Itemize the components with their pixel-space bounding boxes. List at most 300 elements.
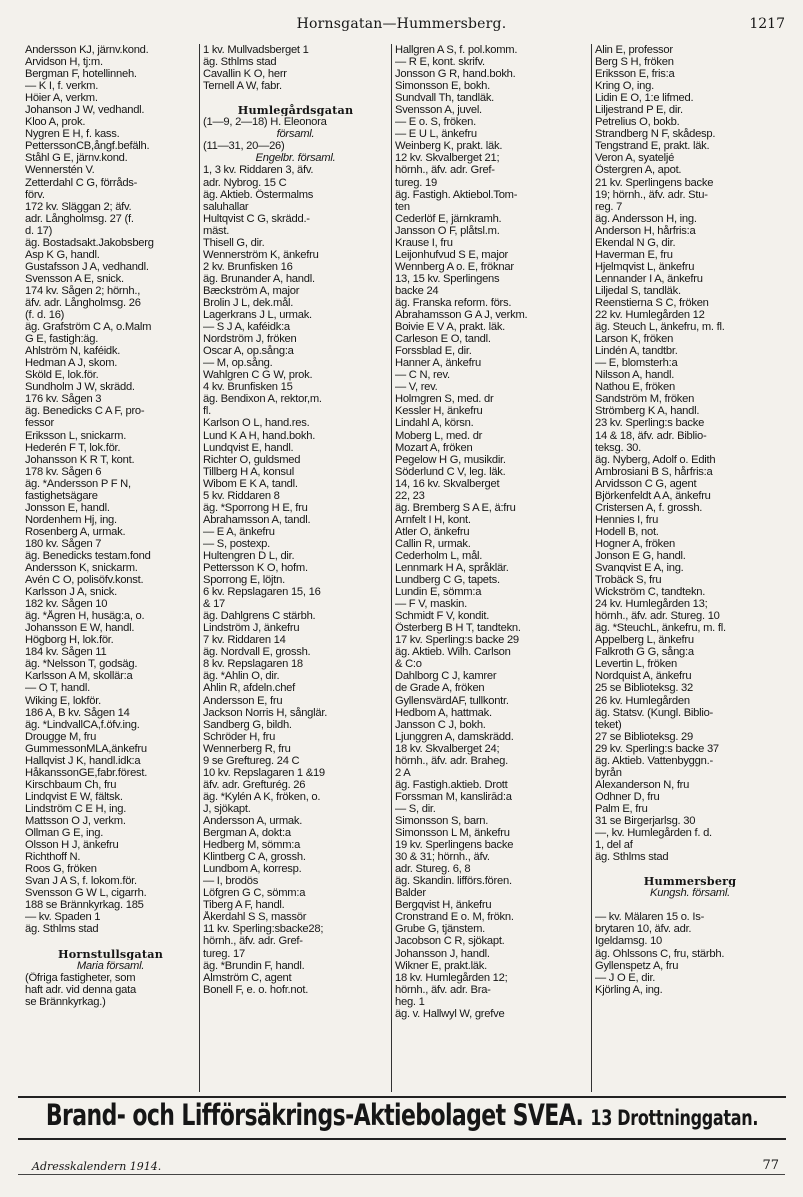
directory-entry: Jonson E G, handl. bbox=[595, 549, 686, 562]
directory-entry: Lundbom A, korresp. bbox=[203, 863, 302, 876]
directory-entry: Carleson E O, tandl. bbox=[395, 333, 491, 346]
directory-entry: äg. *Andersson P F N, bbox=[25, 477, 131, 490]
directory-entry: HåkanssonGE,fabr.förest. bbox=[25, 766, 148, 779]
directory-entry: hörnh., äfv. adr. Braheg. bbox=[395, 754, 508, 767]
directory-entry: Johanson J W, vedhandl. bbox=[25, 104, 145, 117]
directory-column-4 bbox=[592, 44, 788, 1092]
directory-entry: Igeldamsg. 10 bbox=[595, 935, 663, 948]
directory-entry: Brolin J L, dek.mål. bbox=[203, 296, 294, 309]
directory-entry: Strandberg N F, skådesp. bbox=[595, 128, 716, 141]
advertisement-rule-bottom bbox=[18, 1138, 786, 1140]
directory-entry: Tiberg A F, handl. bbox=[203, 899, 285, 912]
directory-entry: Karlsson J A, snick. bbox=[25, 586, 117, 599]
directory-entry: — kv. Mälaren 15 o. Is- bbox=[595, 911, 705, 924]
directory-entry: 180 kv. Sågen 7 bbox=[25, 537, 102, 550]
directory-entry: 24 kv. Humlegården 13; bbox=[595, 598, 708, 611]
directory-entry: 188 se Brännkyrkag. 185 bbox=[25, 899, 144, 912]
directory-entry: Trobäck S, fru bbox=[595, 574, 662, 587]
directory-entry: — F V, maskin. bbox=[395, 598, 467, 611]
directory-entry: haft adr. vid denna gata bbox=[25, 983, 136, 996]
directory-entry: Klintberg C A, grossh. bbox=[203, 851, 306, 864]
directory-entry: Kirschbaum Ch, fru bbox=[25, 778, 117, 791]
street-heading: Hornstullsgatan bbox=[57, 947, 164, 960]
directory-entry: 172 kv. Släggan 2; äfv. bbox=[25, 200, 132, 213]
directory-entry: adr. Stureg. 6, 8 bbox=[395, 863, 471, 876]
directory-entry: äg. Bremberg S A E, ä:fru bbox=[395, 501, 516, 514]
directory-entry: Andersson KJ, järnv.kond. bbox=[25, 44, 149, 56]
directory-entry: Svensson A E, snick. bbox=[25, 272, 124, 285]
directory-entry: 21 kv. Sperlingens backe bbox=[595, 176, 714, 189]
directory-entry: brytaren 10, äfv. adr. bbox=[595, 923, 692, 936]
directory-entry: (Öfriga fastigheter, som bbox=[25, 971, 136, 984]
directory-entry: Nordström J, fröken bbox=[203, 333, 297, 346]
directory-entry: Johansson K R T, kont. bbox=[25, 453, 135, 466]
directory-entry: Schmidt F V, kondit. bbox=[395, 610, 490, 623]
directory-entry: äg. Nyberg, Adolf o. Edith bbox=[595, 453, 716, 466]
directory-entry: Weinberg K, prakt. läk. bbox=[395, 140, 503, 153]
directory-entry: Cronstrand E o. M, frökn. bbox=[395, 911, 514, 924]
directory-entry: de Grade A, fröken bbox=[395, 682, 485, 695]
directory-entry: — E U L, änkefru bbox=[395, 128, 477, 141]
directory-entry: Mattsson O J, verkm. bbox=[25, 815, 126, 827]
directory-entry: äg. *Ahlin O, dir. bbox=[203, 670, 280, 683]
directory-entry: Cavallin K O, herr bbox=[203, 68, 287, 81]
directory-entry: 11 kv. Sperling:sbacke28; bbox=[203, 923, 324, 936]
directory-entry: Högborg H, lok.för. bbox=[25, 634, 114, 647]
directory-entry: Schröder H, fru bbox=[203, 730, 276, 743]
directory-entry: Svensson A, juvel. bbox=[395, 104, 482, 117]
directory-entry: Bergman F, hotellinneh. bbox=[25, 68, 137, 81]
directory-entry: — K I, f. verkm. bbox=[25, 80, 99, 93]
directory-entry: 30 & 31; hörnh., äfv. bbox=[395, 851, 490, 864]
directory-entry: Berg S H, fröken bbox=[595, 56, 674, 69]
directory-entry: Jacobson C R, sjökapt. bbox=[395, 935, 505, 948]
parish-label: församl. bbox=[276, 128, 315, 141]
directory-entry bbox=[25, 935, 196, 947]
directory-entry: Lund K A H, hand.bokh. bbox=[203, 429, 316, 442]
directory-entry: äg. Fastigh.aktieb. Drott bbox=[395, 778, 508, 791]
directory-entry: Reenstierna S C, fröken bbox=[595, 296, 709, 309]
directory-entry: Odhner D, fru bbox=[595, 790, 660, 803]
directory-entry: Simonsson S, barn. bbox=[395, 815, 489, 827]
directory-entry: Eriksson E, fris:a bbox=[595, 68, 675, 81]
directory-entry: Simonsson E, bokh. bbox=[395, 80, 490, 93]
directory-entry: Cristersen A, f. grossh. bbox=[595, 501, 703, 514]
directory-entry: Cederholm L, mål. bbox=[395, 549, 483, 562]
directory-entry: äg. Sthlms stad bbox=[203, 56, 277, 69]
directory-entry: byrån bbox=[595, 766, 622, 779]
directory-entry: teket) bbox=[595, 718, 622, 731]
directory-entry: äg. Skandin. lifförs.fören. bbox=[395, 875, 512, 888]
directory-entry: d. 17) bbox=[25, 224, 53, 237]
directory-entry: — C N, rev. bbox=[395, 369, 450, 382]
directory-entry: Gustafsson J A, vedhandl. bbox=[25, 260, 149, 273]
directory-entry: Rosenberg A, urmak. bbox=[25, 525, 126, 538]
directory-entry: —, kv. Humlegården f. d. bbox=[595, 827, 712, 840]
directory-entry: Kjörling A, ing. bbox=[595, 983, 663, 996]
directory-entry: Ståhl G E, järnv.kond. bbox=[25, 152, 128, 165]
directory-entry: (f. d. 16) bbox=[25, 309, 65, 322]
directory-entry: 29 kv. Sperling:s backe 37 bbox=[595, 742, 719, 755]
directory-entry: Olsson H J, änkefru bbox=[25, 839, 119, 852]
parish-label: Kungsh. församl. bbox=[650, 887, 730, 900]
directory-entry: Alin E, professor bbox=[595, 44, 673, 56]
directory-entry: Roos G, fröken bbox=[25, 863, 97, 876]
directory-entry: 186 A, B kv. Sågen 14 bbox=[25, 706, 130, 719]
directory-entry: — R E, kont. skrifv. bbox=[395, 56, 485, 69]
directory-entry: Sandström M, fröken bbox=[595, 393, 695, 406]
directory-entry: Bonell F, e. o. hofr.not. bbox=[203, 983, 309, 996]
directory-entry: — I, brodös bbox=[203, 875, 259, 888]
directory-entry: Jonsson E, handl. bbox=[25, 501, 110, 514]
directory-column-3 bbox=[392, 44, 592, 1092]
page-header bbox=[0, 16, 803, 38]
directory-entry: 4 kv. Brunfisken 15 bbox=[203, 381, 293, 394]
footer-publication: Adresskalendern 1914. bbox=[32, 1160, 162, 1173]
directory-entry: Björkenfeldt A A, änkefru bbox=[595, 489, 711, 502]
directory-entry: Wiking E, lokför. bbox=[25, 694, 101, 707]
directory-entry: Balder bbox=[395, 887, 426, 900]
directory-entry: Atler O, änkefru bbox=[395, 525, 470, 538]
directory-entry: Lennander I A, änkefru bbox=[595, 272, 703, 285]
directory-entry: Ahlström N, kaféidk. bbox=[25, 345, 121, 358]
directory-entry: 2 A bbox=[395, 766, 411, 779]
directory-entry: Nygren E H, f. kass. bbox=[25, 128, 120, 141]
directory-entry: Jansson O F, plåtsl.m. bbox=[395, 224, 500, 237]
directory-entry: Appelberg L, änkefru bbox=[595, 634, 694, 647]
directory-entry: Hogner A, fröken bbox=[595, 537, 675, 550]
directory-entry: 1 kv. Mullvadsberget 1 bbox=[203, 44, 309, 56]
directory-entry bbox=[203, 92, 388, 104]
directory-entry: Anderson H, hårfris:a bbox=[595, 224, 696, 237]
directory-entry: 182 kv. Sågen 10 bbox=[25, 598, 108, 611]
directory-entry: Ambrosiani B S, hårfris:a bbox=[595, 465, 713, 478]
directory-entry: 18 kv. Humlegården 12; bbox=[395, 971, 508, 984]
directory-entry: (1—9, 2—18) H. Eleonora bbox=[203, 116, 327, 129]
directory-entry: 1, 3 kv. Riddaren 3, äfv. bbox=[203, 164, 314, 177]
directory-entry: 174 kv. Sågen 2; hörnh., bbox=[25, 284, 141, 297]
directory-entry: Callin R, urmak. bbox=[395, 537, 471, 550]
directory-entry: 18 kv. Skvalberget 24; bbox=[395, 742, 500, 755]
directory-entry: Hedman A J, skom. bbox=[25, 357, 118, 370]
directory-entry: se Brännkyrkag.) bbox=[25, 995, 106, 1008]
directory-entry: Wibom E K A, tandl. bbox=[203, 477, 298, 490]
directory-entry: adr. Långholmsg. 27 (f. bbox=[25, 212, 134, 225]
directory-entry: äg. Brunander A, handl. bbox=[203, 272, 315, 285]
directory-entry: PetterssonCB,ångf.befälh. bbox=[25, 140, 150, 153]
directory-entry: Hultqvist C G, skrädd.- bbox=[203, 212, 310, 225]
directory-entry: Pegelow H G, musikdir. bbox=[395, 453, 506, 466]
advertisement-banner bbox=[18, 1097, 786, 1138]
directory-entry: heg. 1 bbox=[395, 995, 425, 1008]
directory-entry: 22, 23 bbox=[395, 489, 425, 502]
page-number: 1217 bbox=[749, 16, 785, 32]
directory-entry: Karlson O L, hand.res. bbox=[203, 417, 310, 430]
directory-entry: äg. *Sporrong H E, fru bbox=[203, 501, 308, 514]
directory-entry: Andersson A, urmak. bbox=[203, 815, 303, 827]
directory-entry: äg. Aktieb. Östermalms bbox=[203, 188, 314, 201]
directory-columns bbox=[22, 44, 788, 1092]
directory-entry: Jonsson G R, hand.bokh. bbox=[395, 68, 516, 81]
directory-entry: Sundholm J W, skrädd. bbox=[25, 381, 135, 394]
directory-entry: Johansson J, handl. bbox=[395, 947, 490, 960]
page-footer bbox=[0, 1160, 803, 1178]
directory-entry: tureg. 19 bbox=[395, 176, 437, 189]
directory-entry: G E, fastigh:äg. bbox=[25, 333, 99, 346]
directory-entry: Höier A, verkm. bbox=[25, 92, 98, 105]
directory-entry: äg. Aktieb. Wilh. Carlson bbox=[395, 646, 511, 659]
directory-entry: äg. *Ågren H, husäg:a, o. bbox=[25, 610, 145, 623]
directory-entry: äg. v. Hallwyl W, grefve bbox=[395, 1007, 505, 1020]
directory-entry: Grube G, tjänstem. bbox=[395, 923, 486, 936]
directory-entry: Wickström C, tandtekn. bbox=[595, 586, 706, 599]
directory-entry: Svan J A S, f. lokom.för. bbox=[25, 875, 137, 888]
directory-entry: Strömberg K A, handl. bbox=[595, 405, 700, 418]
directory-entry: 176 kv. Sågen 3 bbox=[25, 393, 102, 406]
directory-entry: 12 kv. Skvalberget 21; bbox=[395, 152, 500, 165]
directory-entry: Arvidson H, tj:m. bbox=[25, 56, 103, 69]
directory-entry: Mozart A, fröken bbox=[395, 441, 473, 454]
directory-entry: Sandberg G, bildh. bbox=[203, 718, 292, 731]
directory-entry: äg. Andersson H, ing. bbox=[595, 212, 697, 225]
directory-entry: 25 se Biblioteksg. 32 bbox=[595, 682, 693, 695]
advertisement-text: Brand- och Lifförsäkrings-Aktiebolaget SVEA. bbox=[45, 1099, 584, 1134]
directory-entry: Boivie E V A, prakt. läk. bbox=[395, 321, 506, 334]
directory-entry: 31 se Birgerjarlsg. 30 bbox=[595, 815, 696, 827]
directory-entry: — E, blomsterh:a bbox=[595, 357, 678, 370]
directory-entry: 23 kv. Sperling:s backe bbox=[595, 417, 705, 430]
directory-entry: Nathou E, fröken bbox=[595, 381, 675, 394]
directory-entry: Abrahamsson G A J, verkm. bbox=[395, 309, 528, 322]
directory-entry: Hanner A, änkefru bbox=[395, 357, 481, 370]
directory-entry: Kessler H, änkefru bbox=[395, 405, 483, 418]
directory-column-2 bbox=[200, 44, 392, 1092]
directory-entry: Lidin E O, 1:e lifmed. bbox=[595, 92, 694, 105]
directory-entry: (11—31, 20—26) bbox=[203, 140, 285, 153]
directory-entry: Palm E, fru bbox=[595, 802, 648, 815]
directory-entry: Liljedal S, tandläk. bbox=[595, 284, 681, 297]
directory-entry: Bæckström A, major bbox=[203, 284, 300, 297]
directory-entry: äg. Sthlms stad bbox=[595, 851, 669, 864]
directory-entry: Nilsson A, handl. bbox=[595, 369, 675, 382]
directory-entry: Svensson G W L, cigarrh. bbox=[25, 887, 147, 900]
directory-entry: 1, del af bbox=[595, 839, 633, 852]
directory-entry: Pettersson K O, hofm. bbox=[203, 562, 308, 575]
directory-entry: Lindén A, tandtbr. bbox=[595, 345, 678, 358]
directory-entry: GummessonMLA,änkefru bbox=[25, 742, 147, 755]
directory-entry: Löfgren G C, sömm:a bbox=[203, 887, 306, 900]
directory-entry: 184 kv. Sågen 11 bbox=[25, 646, 107, 659]
directory-entry: Haverman E, fru bbox=[595, 248, 673, 261]
directory-entry: — S, dir. bbox=[395, 802, 436, 815]
directory-entry: Oscar A, op.sång:a bbox=[203, 345, 294, 358]
directory-entry: äg. Bostadsakt.Jakobsberg bbox=[25, 236, 154, 249]
directory-entry: — V, rev. bbox=[395, 381, 438, 394]
directory-entry: Veron A, syateljé bbox=[595, 152, 675, 165]
directory-entry: Hederén F T, lok.för. bbox=[25, 441, 121, 454]
directory-entry: reg. 7 bbox=[595, 200, 623, 213]
directory-entry: Avén C O, polisöfv.konst. bbox=[25, 574, 144, 587]
directory-entry: äg. Steuch L, änkefru, m. fl. bbox=[595, 321, 725, 334]
directory-entry: GyllensvärdAF, tullkontr. bbox=[395, 694, 509, 707]
directory-entry: Asp K G, handl. bbox=[25, 248, 100, 261]
directory-entry: Hallgren A S, f. pol.komm. bbox=[395, 44, 518, 56]
directory-entry: hörnh., äfv. adr. Stureg. 10 bbox=[595, 610, 720, 623]
directory-entry: — E A, änkefru bbox=[203, 525, 275, 538]
directory-entry: Lindqvist E W, fältsk. bbox=[25, 790, 123, 803]
directory-entry: Sundvall Th, tandläk. bbox=[395, 92, 495, 105]
directory-entry: & 17 bbox=[203, 598, 226, 611]
directory-entry: fl. bbox=[203, 405, 211, 418]
directory-entry: Alexanderson N, fru bbox=[595, 778, 690, 791]
directory-entry: Ollman G E, ing. bbox=[25, 827, 104, 840]
directory-entry: — J O E, dir. bbox=[595, 971, 656, 984]
directory-entry: — E o. S, fröken. bbox=[395, 116, 476, 129]
directory-entry: Abrahamsson A, tandl. bbox=[203, 513, 311, 526]
directory-entry: Bergqvist H, änkefru bbox=[395, 899, 492, 912]
directory-entry: fessor bbox=[25, 417, 54, 430]
directory-entry: Falkroth G G, sång:a bbox=[595, 646, 694, 659]
directory-entry: Leijonhufvud S E, major bbox=[395, 248, 509, 261]
directory-column-1 bbox=[22, 44, 200, 1092]
directory-entry: Zetterdahl C G, förråds- bbox=[25, 176, 138, 189]
directory-entry: äg. Fastigh. Aktiebol.Tom- bbox=[395, 188, 518, 201]
directory-entry: Wennerström K, änkefru bbox=[203, 248, 319, 261]
directory-entry: Söderlund C V, leg. läk. bbox=[395, 465, 506, 478]
street-heading: Humlegårdsgatan bbox=[237, 104, 354, 117]
directory-entry: Jackson Norris H, sånglär. bbox=[203, 706, 328, 719]
advertisement-address: 13 Drottninggatan. bbox=[590, 1104, 759, 1131]
footer-rule bbox=[18, 1174, 785, 1175]
directory-entry: äg. Franska reform. förs. bbox=[395, 296, 512, 309]
parish-label: Engelbr. församl. bbox=[255, 152, 336, 165]
directory-entry: Sporrong E, löjtn. bbox=[203, 574, 285, 587]
directory-entry: Levertin L, fröken bbox=[595, 658, 677, 671]
directory-entry bbox=[595, 863, 785, 875]
directory-entry: Hedberg M, sömm:a bbox=[203, 839, 301, 852]
directory-entry: Kring O, ing. bbox=[595, 80, 654, 93]
directory-entry: Larson K, fröken bbox=[595, 333, 674, 346]
directory-entry: Arvidsson C G, agent bbox=[595, 477, 697, 490]
directory-entry: saluhallar bbox=[203, 200, 249, 213]
directory-entry: Wikner E, prakt.läk. bbox=[395, 959, 487, 972]
parish-label: Maria församl. bbox=[76, 959, 145, 972]
directory-entry: hörnh., äfv. adr. Bra- bbox=[395, 983, 491, 996]
directory-entry: Hedbom A, hattmak. bbox=[395, 706, 492, 719]
directory-entry: tureg. 17 bbox=[203, 947, 245, 960]
directory-entry: äg. *Kylén A K, fröken, o. bbox=[203, 790, 321, 803]
directory-entry: 10 kv. Repslagaren 1 &19 bbox=[203, 766, 325, 779]
directory-entry: Forssman M, kanslirād:a bbox=[395, 790, 512, 803]
directory-entry: Eriksson L, snickarm. bbox=[25, 429, 127, 442]
directory-entry: J, sjökapt. bbox=[203, 802, 251, 815]
directory-entry: äg. Grafström C A, o.Malm bbox=[25, 321, 152, 334]
directory-entry: Krause I, fru bbox=[395, 236, 453, 249]
directory-entry: — M, op.sång. bbox=[203, 357, 273, 370]
directory-entry: Kloo A, prok. bbox=[25, 116, 86, 129]
directory-entry: Lindström C E H, ing. bbox=[25, 802, 127, 815]
directory-entry: 27 se Biblioteksg. 29 bbox=[595, 730, 693, 743]
directory-entry: Lundqvist E, handl. bbox=[203, 441, 294, 454]
directory-entry: 26 kv. Humlegården bbox=[595, 694, 690, 707]
directory-entry: Svanqvist E A, ing. bbox=[595, 562, 684, 575]
directory-entry: Hallqvist J K, handl.idk:a bbox=[25, 754, 141, 767]
directory-entry: Richthoff N. bbox=[25, 851, 81, 864]
directory-entry: ten bbox=[395, 200, 410, 213]
directory-entry: fastighetsägare bbox=[25, 489, 98, 502]
directory-entry: Richter O, guldsmed bbox=[203, 453, 301, 466]
directory-entry: Andersson E, fru bbox=[203, 694, 283, 707]
directory-entry: Gyllenspetz A, fru bbox=[595, 959, 679, 972]
directory-entry: Wennerstén V. bbox=[25, 164, 95, 177]
directory-entry: äfv. adr. Långholmsg. 26 bbox=[25, 296, 141, 309]
directory-entry: Tengstrand E, prakt. läk. bbox=[595, 140, 710, 153]
directory-entry: Ekendal N G, dir. bbox=[595, 236, 676, 249]
directory-entry: äg. Statsv. (Kungl. Biblio- bbox=[595, 706, 714, 719]
directory-entry: 17 kv. Sperling:s backe 29 bbox=[395, 634, 519, 647]
directory-entry: Johansson E W, handl. bbox=[25, 622, 135, 635]
directory-entry: Lennmark H A, språklär. bbox=[395, 562, 509, 575]
directory-entry: 178 kv. Sågen 6 bbox=[25, 465, 102, 478]
directory-entry: — S, postexp. bbox=[203, 537, 271, 550]
directory-entry: 19; hörnh., äfv. adr. Stu- bbox=[595, 188, 708, 201]
footer-page-number: 77 bbox=[762, 1158, 779, 1173]
directory-entry: äg. *LindvallCA,f.öfv.ing. bbox=[25, 718, 140, 731]
directory-entry: äg. Nordvall E, grossh. bbox=[203, 646, 311, 659]
directory-entry: Sköld E, lok.för. bbox=[25, 369, 99, 382]
directory-entry: mäst. bbox=[203, 224, 230, 237]
directory-entry: 5 kv. Riddaren 8 bbox=[203, 489, 280, 502]
directory-entry: & C:o bbox=[395, 658, 422, 671]
directory-entry: — S J A, kaféidk:a bbox=[203, 321, 290, 334]
directory-entry: Dahlborg C J, kamrer bbox=[395, 670, 497, 683]
directory-entry: Nordenhem Hj, ing. bbox=[25, 513, 117, 526]
directory-entry: Hultengren D L, dir. bbox=[203, 549, 295, 562]
directory-entry: Lindström J, änkefru bbox=[203, 622, 300, 635]
street-heading: Hummersberg bbox=[643, 875, 737, 888]
directory-entry: äg. Benedicks testam.fond bbox=[25, 549, 151, 562]
directory-entry: äg. *SteuchL, änkefru, m. fl. bbox=[595, 622, 726, 635]
directory-entry: Österberg B H T, tandtekn. bbox=[395, 622, 521, 635]
directory-entry bbox=[595, 899, 785, 911]
page-title: Hornsgatan—Hummersberg. bbox=[296, 16, 507, 32]
directory-entry: 13, 15 kv. Sperlingens bbox=[395, 272, 500, 285]
directory-entry: Thisell G, dir. bbox=[203, 236, 265, 249]
directory-entry: Östergren A, apot. bbox=[595, 164, 682, 177]
directory-entry: 9 se Greftureg. 24 C bbox=[203, 754, 300, 767]
directory-entry: äg. Benedicks C A F, pro- bbox=[25, 405, 145, 418]
directory-entry: 14 & 18, äfv. adr. Biblio- bbox=[595, 429, 707, 442]
directory-entry: Lindahl A, körsn. bbox=[395, 417, 474, 430]
directory-entry: Wahlgren C G W, prok. bbox=[203, 369, 313, 382]
directory-entry: Wennerberg R, fru bbox=[203, 742, 291, 755]
directory-entry: hörnh., äfv. adr. Gref- bbox=[395, 164, 495, 177]
directory-entry: adr. Nybrog. 15 C bbox=[203, 176, 287, 189]
directory-entry: Nordquist A, änkefru bbox=[595, 670, 692, 683]
directory-entry: Hodell B, not. bbox=[595, 525, 659, 538]
directory-entry: Ljunggren A, damskrädd. bbox=[395, 730, 514, 743]
directory-entry: äg. Bendixon A, rektor,m. bbox=[203, 393, 322, 406]
directory-entry: Drougge M, fru bbox=[25, 730, 97, 743]
directory-entry: Petrelius O, bokb. bbox=[595, 116, 680, 129]
directory-entry: 2 kv. Brunfisken 16 bbox=[203, 260, 293, 273]
directory-entry: 14, 16 kv. Skvalberget bbox=[395, 477, 500, 490]
directory-entry: äg. Dahlgrens C stärbh. bbox=[203, 610, 316, 623]
directory-entry: 22 kv. Humlegården 12 bbox=[595, 309, 705, 322]
directory-entry: teksg. 30. bbox=[595, 441, 642, 454]
directory-entry: Lundin E, sömm:a bbox=[395, 586, 482, 599]
directory-entry: äg. *Nelsson T, godsäg. bbox=[25, 658, 138, 671]
